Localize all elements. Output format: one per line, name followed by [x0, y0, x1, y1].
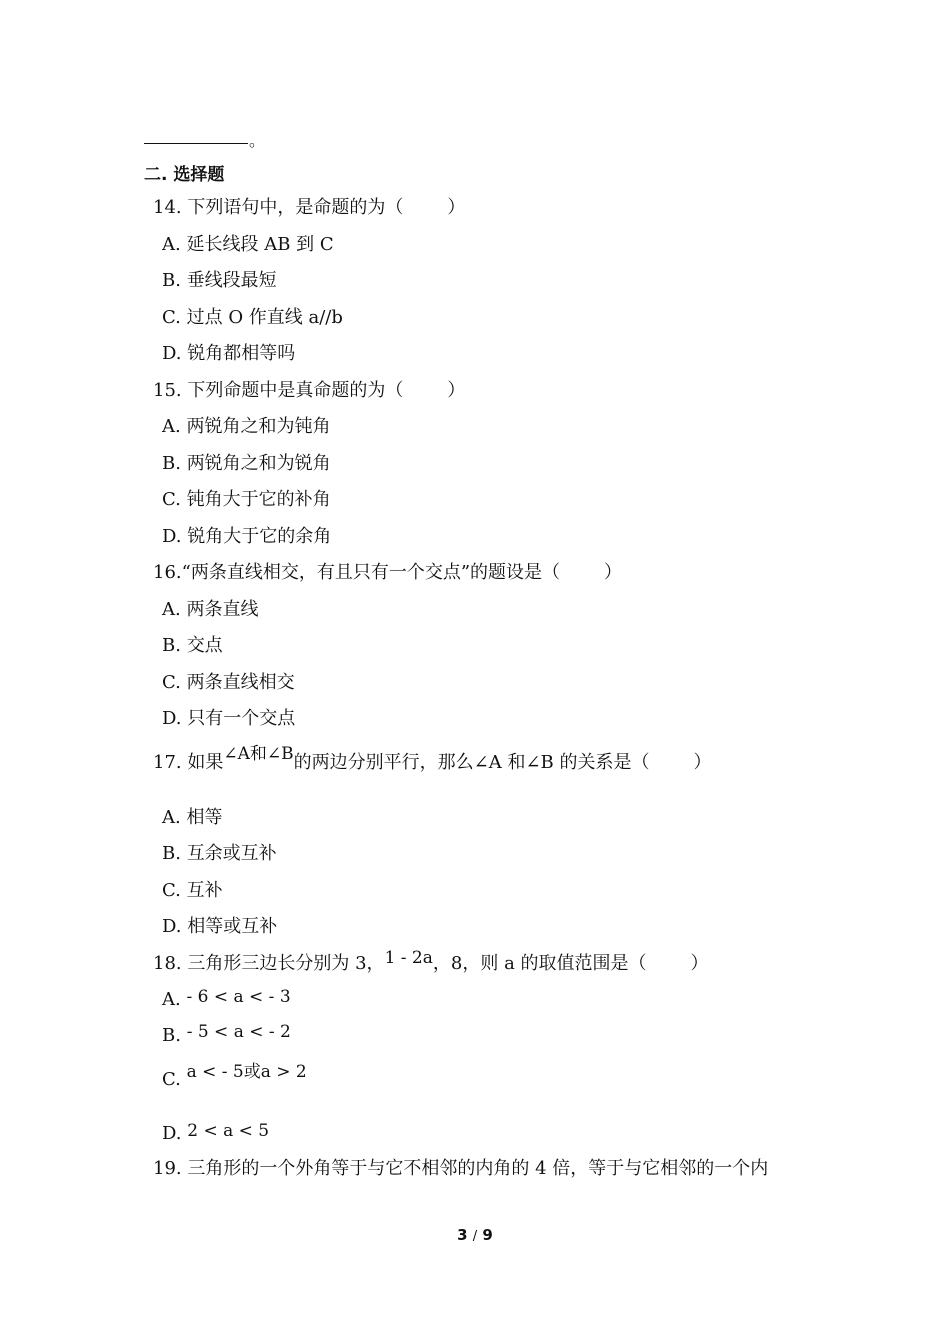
page-number: 3 / 9 [457, 1226, 493, 1244]
period-mark: 。 [249, 131, 266, 150]
answer-blank [144, 143, 248, 144]
question-16-option-d[interactable]: D. 只有一个交点 [162, 708, 296, 729]
section-title: 二. 选择题 [144, 165, 225, 185]
question-18-option-a[interactable]: A. - 6 < a < - 3 [162, 987, 291, 1010]
side-length-formula: 1 - 2a [384, 948, 433, 968]
question-18: 18. 三角形三边长分别为 3，1 - 2a，8，则 a 的取值范围是（ ） [153, 948, 709, 974]
question-16: 16.“两条直线相交，有且只有一个交点”的题设是（ ） [153, 562, 623, 583]
question-16-option-a[interactable]: A. 两条直线 [162, 599, 259, 620]
question-18-option-b[interactable]: B. - 5 < a < - 2 [162, 1022, 291, 1046]
question-16-option-b[interactable]: B. 交点 [162, 635, 223, 656]
question-14-option-c[interactable]: C. 过点 O 作直线 a//b [162, 307, 343, 328]
question-17-option-a[interactable]: A. 相等 [162, 807, 223, 828]
question-14-option-a[interactable]: A. 延长线段 AB 到 C [162, 234, 334, 255]
question-14: 14. 下列语句中，是命题的为（ ） [153, 197, 466, 218]
question-14-option-d[interactable]: D. 锐角都相等吗 [162, 343, 296, 364]
question-16-option-c[interactable]: C. 两条直线相交 [162, 672, 295, 693]
question-15-option-a[interactable]: A. 两锐角之和为钝角 [162, 416, 331, 437]
question-15-option-d[interactable]: D. 锐角大于它的余角 [162, 526, 332, 547]
question-15-option-c[interactable]: C. 钝角大于它的补角 [162, 489, 331, 510]
question-18-option-d[interactable]: D. 2 < a < 5 [162, 1121, 270, 1144]
question-17-option-b[interactable]: B. 互余或互补 [162, 843, 277, 864]
question-15: 15. 下列命题中是真命题的为（ ） [153, 380, 466, 401]
question-17-option-d[interactable]: D. 相等或互补 [162, 916, 278, 937]
question-17-option-c[interactable]: C. 互补 [162, 880, 223, 901]
question-19: 19. 三角形的一个外角等于与它不相邻的内角的 4 倍，等于与它相邻的一个内 [153, 1158, 769, 1179]
question-14-option-b[interactable]: B. 垂线段最短 [162, 270, 277, 291]
angle-formula: ∠A和∠B [223, 744, 294, 764]
question-15-option-b[interactable]: B. 两锐角之和为锐角 [162, 453, 331, 474]
question-17: 17. 如果∠A和∠B的两边分别平行，那么∠A 和∠B 的关系是（ ） [153, 744, 712, 773]
question-18-option-c[interactable]: C. a < - 5或a > 2 [162, 1062, 307, 1090]
